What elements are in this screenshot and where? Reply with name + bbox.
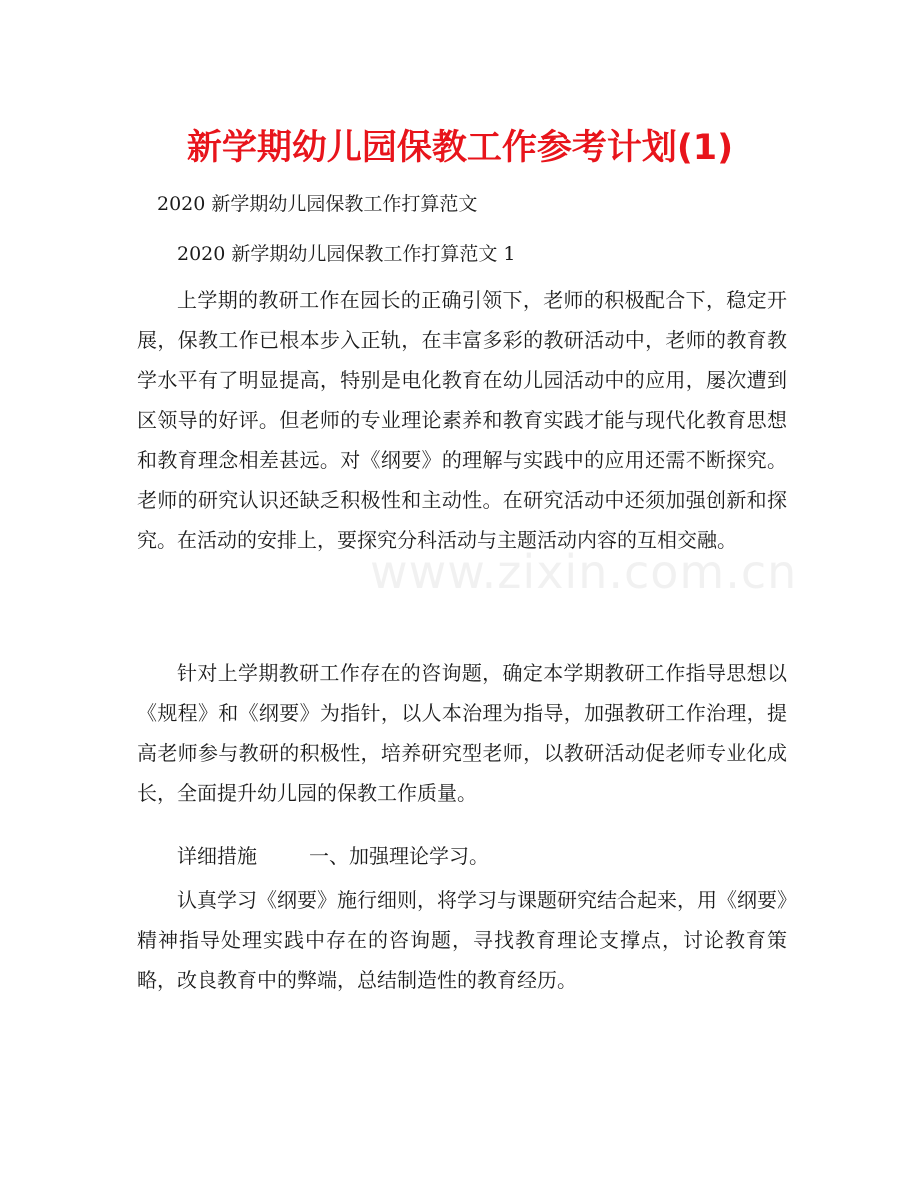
watermark: www.zixin.com.cn [370, 545, 798, 599]
section-heading: 2020 新学期幼儿园保教工作打算范文 1 [177, 243, 516, 265]
paragraph-2: 针对上学期教研工作存在的咨询题，确定本学期教研工作指导思想以《规程》和《纲要》为指针，以人本治理为指导，加强教研工作治理，提高老师参与教研的积极性，培养研究型老师，以教研活动促老师专业化成长，全面提升幼儿园的保教工作质量。 [137, 661, 787, 805]
document-subtitle: 2020 新学期幼儿园保教工作打算范文 [157, 193, 478, 215]
measures-item-1: 一、加强理论学习。 [309, 844, 489, 868]
document-title: 新学期幼儿园保教工作参考计划(1) [186, 128, 734, 168]
paragraph-1: 上学期的教研工作在园长的正确引领下，老师的积极配合下，稳定开展，保教工作已根本步入正轨，在丰富多彩的教研活动中，老师的教育教学水平有了明显提高，特别是电化教育在幼儿园活动中的应用，屡次遭到区领导的好评。但老师的专业理论素养和教育实践才能与现代化教育思想和教育理念相差甚远。对《纲要》的理解与实践中的应用还需不断探究。老师的研究认识还缺乏积极性和主动性。在研究活动中还须加强创新和探究。在活动的安排上，要探究分科活动与主题活动内容的互相交融。 [137, 288, 787, 552]
measures-label: 详细措施 [177, 844, 257, 868]
measures-line [177, 842, 489, 870]
paragraph-3: 认真学习《纲要》施行细则，将学习与课题研究结合起来，用《纲要》精神指导处理实践中存在的咨询题，寻找教育理论支撑点，讨论教育策略，改良教育中的弊端，总结制造性的教育经历。 [137, 888, 787, 992]
